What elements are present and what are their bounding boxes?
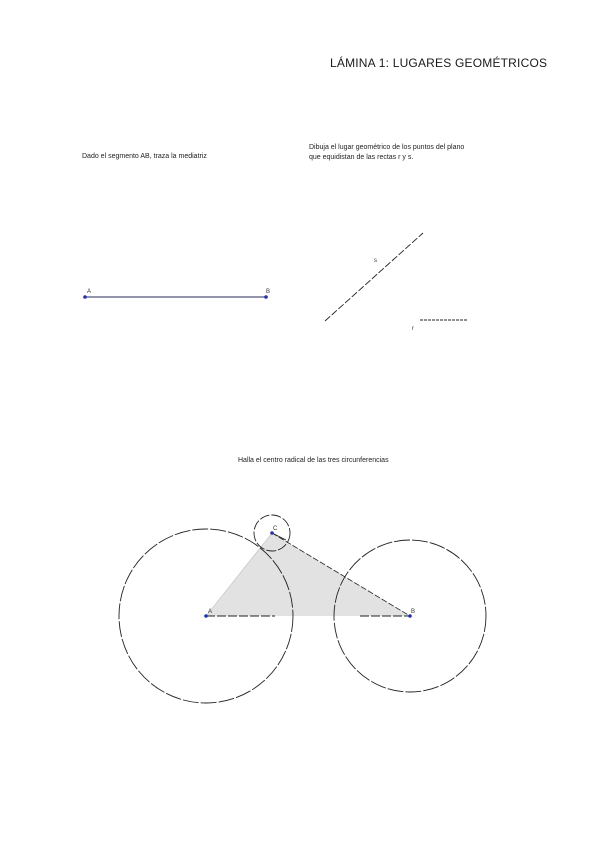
label-a: A	[87, 289, 92, 295]
exercise-1-figure	[83, 289, 270, 299]
page-title: LÁMINA 1: LUGARES GEOMÉTRICOS	[330, 56, 548, 70]
exercise-2-prompt-line-2: que equidistan de las rectas r y s.	[309, 154, 414, 161]
exercise-2-figure	[325, 233, 468, 332]
label-b: B	[266, 289, 271, 295]
triangle-abc	[206, 533, 410, 616]
label-center-a: A	[208, 609, 213, 615]
exercise-3-prompt-line: Halla el centro radical de las tres circunferencias	[238, 457, 389, 464]
label-center-b: B	[411, 609, 416, 615]
label-s: s	[374, 258, 377, 264]
line-s	[325, 233, 423, 321]
label-center-c: C	[273, 526, 278, 532]
exercise-1-prompt-line: Dado el segmento AB, traza la mediatriz	[82, 153, 207, 160]
point-b	[264, 295, 268, 299]
point-a	[83, 295, 87, 299]
label-r: r	[412, 326, 414, 332]
exercise-3-figure	[119, 515, 486, 703]
exercise-2-prompt-line-1: Dibuja el lugar geométrico de los puntos del plano	[309, 144, 465, 151]
